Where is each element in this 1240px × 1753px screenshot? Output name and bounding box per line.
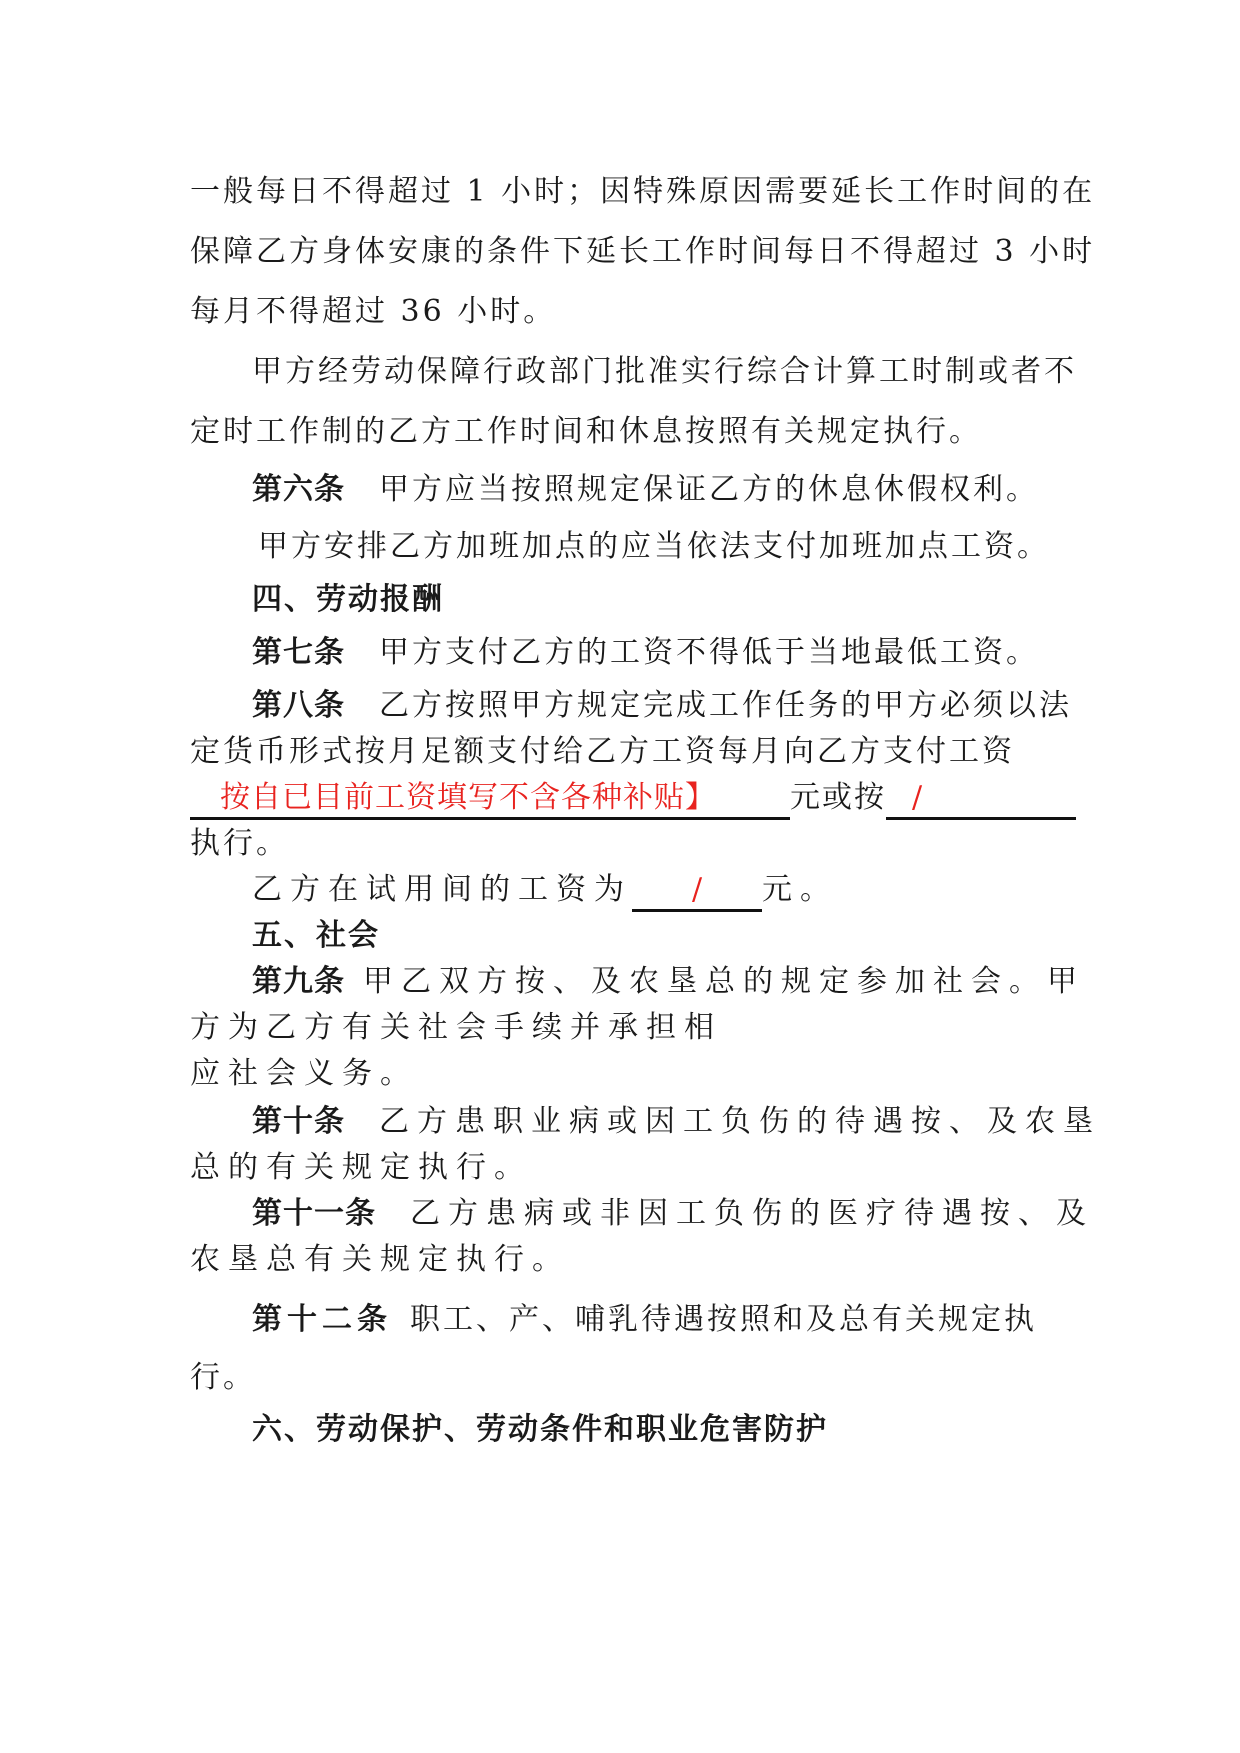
paragraph-line: 甲方安排乙方加班加点的应当依法支付加班加点工资。: [258, 529, 1050, 564]
article-text: 乙方患病或非因工负伤的医疗待遇按、及: [410, 1196, 1094, 1231]
article-label: 第六条: [252, 472, 345, 507]
paragraph-line: 一般每日不得超过 1 小时；因特殊原因需要延长工作时间的在: [190, 174, 1096, 209]
probation-line: [252, 870, 1122, 912]
article-text: 职工、产、哺乳待遇按照和及总有关规定执: [410, 1302, 1037, 1337]
article-text: 乙方按照甲方规定完成工作任务的甲方必须以法: [379, 688, 1072, 723]
paragraph-line: 方为乙方有关社会手续并承担相: [190, 1010, 722, 1045]
probation-annotation: /: [691, 872, 703, 907]
article-label: 第九条: [252, 964, 345, 999]
section-heading: 四、劳动报酬: [252, 582, 444, 617]
paragraph-line: 行。: [190, 1360, 256, 1395]
paragraph-line: 甲方经劳动保障行政部门批准实行综合计算工时制或者不: [252, 354, 1077, 389]
article-label: 第十条: [252, 1104, 345, 1139]
article-6: [252, 470, 1122, 510]
article-8: [252, 686, 1122, 726]
section-heading: 五、社会: [252, 918, 380, 953]
article-10: [252, 1102, 1122, 1142]
wage-unit: 元或按: [790, 780, 886, 815]
paragraph-line: 总的有关规定执行。: [190, 1150, 532, 1185]
paragraph-line: 应社会义务。: [190, 1056, 418, 1091]
section-heading: 六、劳动保护、劳动条件和职业危害防护: [252, 1412, 828, 1447]
article-text: 甲方应当按照规定保证乙方的休息休假权利。: [379, 472, 1039, 507]
probation-blank[interactable]: [632, 871, 762, 912]
paragraph-line: 每月不得超过 36 小时。: [190, 294, 557, 329]
article-9: [252, 962, 1122, 1002]
probation-suffix: 元。: [762, 872, 838, 907]
article-11: [252, 1194, 1122, 1234]
article-12: [252, 1300, 1122, 1340]
article-label: 第十一条: [252, 1196, 376, 1231]
article-label: 第七条: [252, 635, 345, 670]
wage-alt-blank[interactable]: [886, 779, 1076, 820]
paragraph-line: 保障乙方身体安康的条件下延长工作时间每日不得超过 3 小时: [190, 234, 1096, 269]
paragraph-line: 执行。: [190, 826, 289, 861]
probation-prefix: 乙方在试用间的工资为: [252, 872, 632, 907]
paragraph-line: 定时工作制的乙方工作时间和休息按照有关规定执行。: [190, 414, 982, 449]
article-text: 甲乙双方按、及农垦总的规定参加社会。甲: [363, 964, 1085, 999]
article-text: 乙方患职业病或因工负伤的待遇按、及农垦: [379, 1104, 1101, 1139]
wage-annotation: 按自已目前工资填写不含各种补贴】: [220, 780, 716, 815]
article-label: 第十二条: [252, 1302, 392, 1337]
paragraph-line: 定货币形式按月足额支付给乙方工资每月向乙方支付工资: [190, 734, 1015, 769]
wage-blank[interactable]: [190, 779, 790, 820]
paragraph-line: 农垦总有关规定执行。: [190, 1242, 570, 1277]
article-7: [252, 633, 1122, 673]
article-label: 第八条: [252, 688, 345, 723]
article-text: 甲方支付乙方的工资不得低于当地最低工资。: [379, 635, 1039, 670]
wage-alt-annotation: /: [912, 780, 923, 815]
wage-fill-line: [190, 778, 1060, 820]
